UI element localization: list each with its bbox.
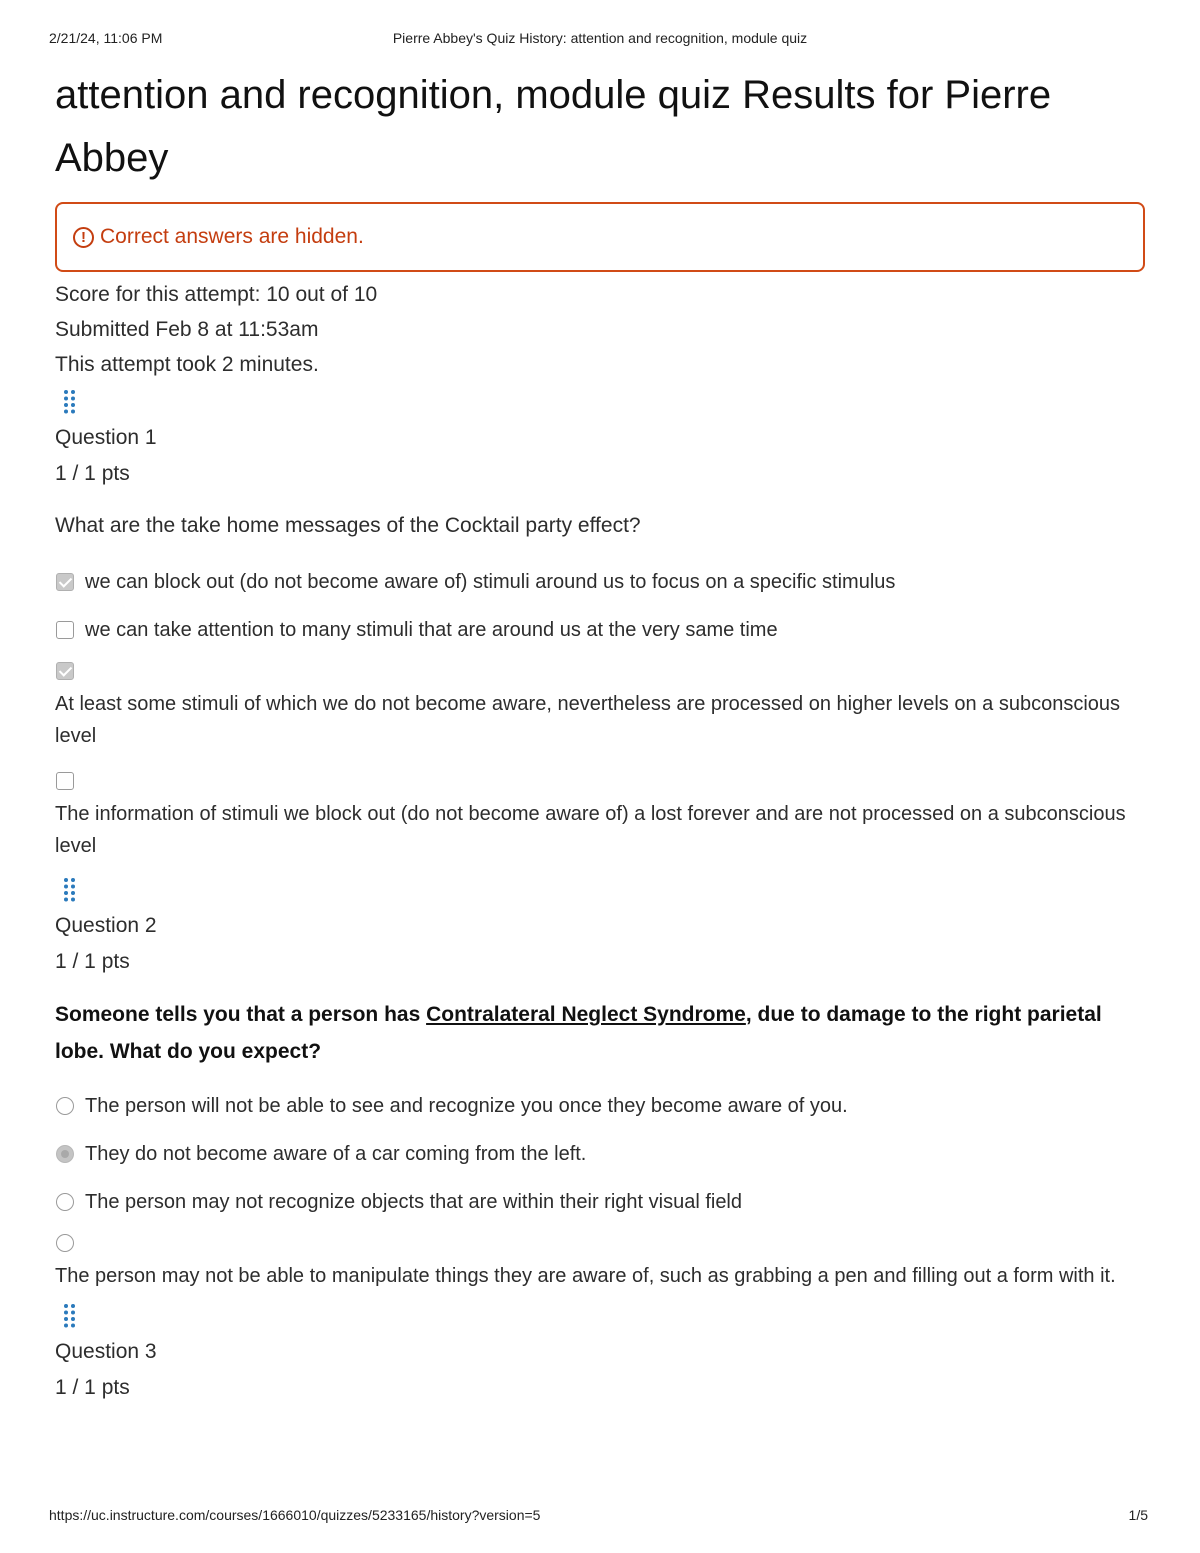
answer-radio[interactable]	[56, 1193, 74, 1211]
attempt-score: Score for this attempt: 10 out of 10	[55, 283, 378, 306]
answer-radio-selected[interactable]	[56, 1145, 74, 1163]
question-points: 1 / 1 pts	[55, 1376, 130, 1399]
answer-radio[interactable]	[56, 1234, 74, 1252]
question-text-part: , due to damage to the right parietal lobe. What do you expect?	[55, 1003, 1102, 1063]
attempt-duration: This attempt took 2 minutes.	[55, 353, 319, 376]
print-footer	[49, 1507, 1148, 1525]
hidden-answers-alert	[55, 202, 1145, 272]
page-title: attention and recognition, module quiz Results for Pierre Abbey	[55, 73, 1052, 180]
question-1	[55, 386, 1150, 862]
quiz-results-content	[55, 64, 1150, 1406]
answer-list	[55, 1082, 1150, 1292]
answer-text: we can block out (do not become aware of) stimuli around us to focus on a specific stimulus	[85, 571, 896, 593]
answer-text: The person may not be able to manipulate things they are aware of, such as grabbing a pen and filling out a form with it.	[55, 1265, 1116, 1287]
question-label: Question 1	[55, 426, 157, 449]
question-points: 1 / 1 pts	[55, 462, 130, 485]
answer-text: The person may not recognize objects that are within their right visual field	[85, 1191, 743, 1213]
question-label: Question 2	[55, 914, 157, 937]
drag-handle-icon[interactable]	[58, 386, 82, 420]
answer-option	[55, 764, 1150, 862]
answer-list	[55, 558, 1150, 862]
question-2	[55, 874, 1150, 1292]
question-3	[55, 1300, 1150, 1406]
answer-option	[55, 1178, 1150, 1226]
answer-text: The person will not be able to see and recognize you once they become aware of you.	[85, 1095, 848, 1117]
question-text: What are the take home messages of the Cocktail party effect?	[55, 514, 641, 537]
question-label: Question 3	[55, 1340, 157, 1363]
answer-checkbox[interactable]	[56, 772, 74, 790]
warning-circle-icon: !	[73, 227, 94, 248]
answer-option	[55, 558, 1150, 606]
answer-option	[55, 1226, 1150, 1292]
attempt-submitted: Submitted Feb 8 at 11:53am	[55, 318, 319, 341]
answer-text: At least some stimuli of which we do not become aware, nevertheless are processed on higher levels on a subconscious level	[55, 693, 1121, 747]
drag-handle-icon[interactable]	[58, 1300, 82, 1334]
answer-text: The information of stimuli we block out (do not become aware of) a lost forever and are not processed on a subconscious level	[55, 803, 1126, 857]
answer-option	[55, 1130, 1150, 1178]
answer-checkbox-checked[interactable]	[56, 662, 74, 680]
print-url: https://uc.instructure.com/courses/1666010/quizzes/5233165/history?version=5	[49, 1507, 541, 1523]
question-text	[55, 996, 1150, 1070]
answer-option	[55, 654, 1150, 752]
drag-handle-icon[interactable]	[58, 874, 82, 908]
print-page-title: Pierre Abbey's Quiz History: attention and recognition, module quiz	[392, 30, 808, 46]
answer-checkbox-checked[interactable]	[56, 573, 74, 591]
print-page-number: 1/5	[1128, 1507, 1148, 1523]
question-link-term: Contralateral Neglect Syndrome	[426, 1003, 746, 1026]
answer-text: we can take attention to many stimuli that are around us at the very same time	[85, 619, 778, 641]
answer-radio[interactable]	[56, 1097, 74, 1115]
print-date: 2/21/24, 11:06 PM	[49, 30, 163, 46]
question-text-part: Someone tells you that a person has	[55, 1003, 427, 1026]
print-header	[49, 30, 1151, 48]
attempt-summary	[55, 277, 1150, 382]
answer-option	[55, 1082, 1150, 1130]
answer-text: They do not become aware of a car coming from the left.	[85, 1143, 587, 1165]
question-points: 1 / 1 pts	[55, 950, 130, 973]
alert-text: Correct answers are hidden.	[100, 225, 364, 248]
answer-checkbox[interactable]	[56, 621, 74, 639]
answer-option	[55, 606, 1150, 654]
